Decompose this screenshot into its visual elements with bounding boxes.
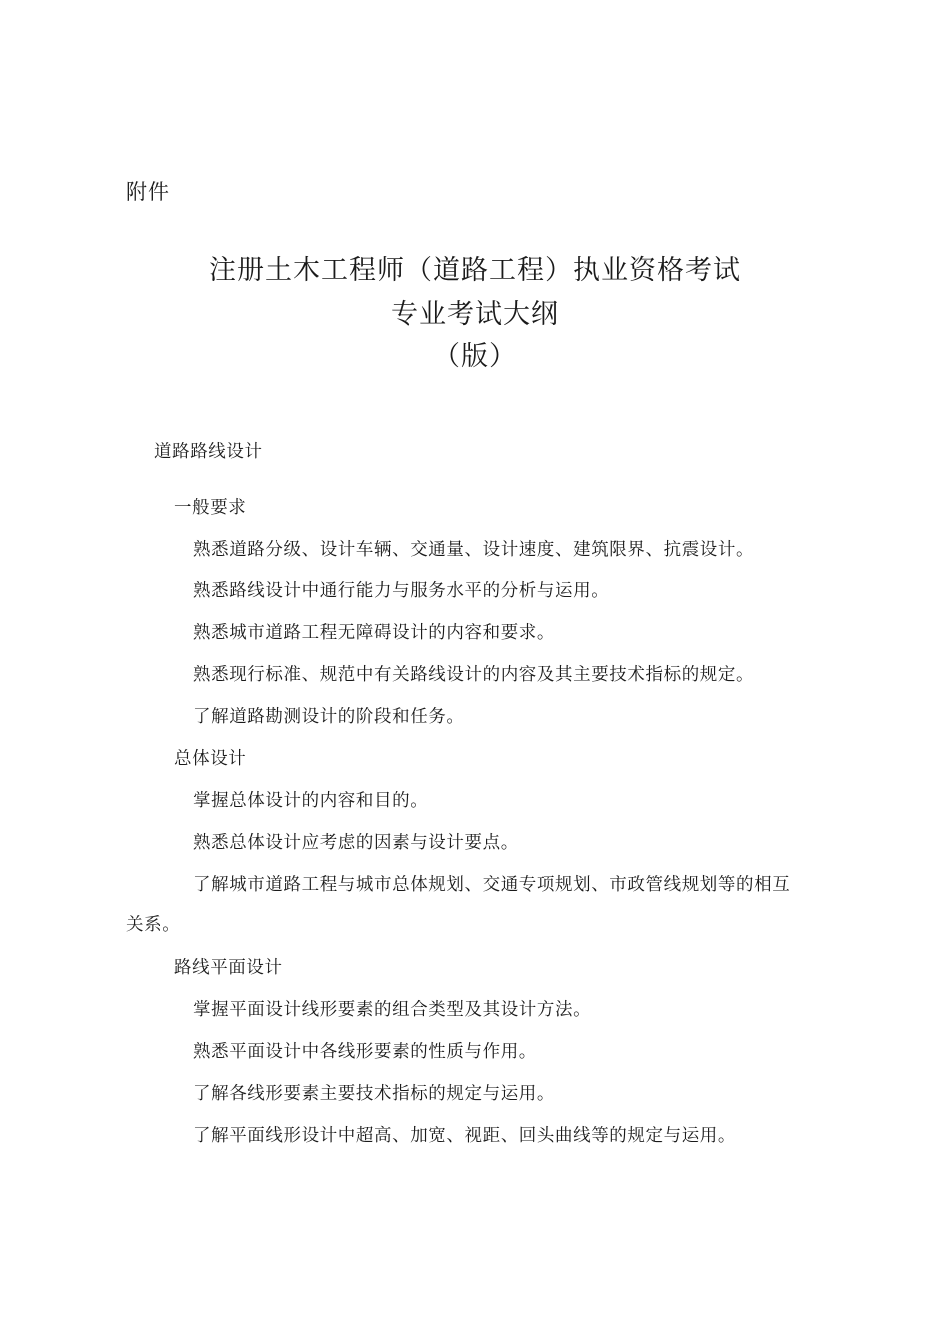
list-item: 熟悉道路分级、设计车辆、交通量、设计速度、建筑限界、抗震设计。: [193, 540, 755, 560]
list-item: 熟悉总体设计应考虑的因素与设计要点。: [193, 833, 519, 853]
list-item: 了解城市道路工程与城市总体规划、交通专项规划、市政管线规划等的相互: [193, 875, 791, 895]
document-title-line-3: （版）: [433, 341, 517, 372]
list-item: 了解道路勘测设计的阶段和任务。: [193, 707, 465, 727]
list-item: 熟悉城市道路工程无障碍设计的内容和要求。: [193, 623, 555, 643]
list-item-continuation: 关系。: [126, 915, 181, 935]
list-item: 了解各线形要素主要技术指标的规定与运用。: [193, 1084, 555, 1104]
list-item: 熟悉平面设计中各线形要素的性质与作用。: [193, 1042, 537, 1062]
document-title-line-1: 注册土木工程师（道路工程）执业资格考试: [209, 255, 741, 286]
section-heading: 道路路线设计: [154, 442, 263, 462]
list-item: 掌握总体设计的内容和目的。: [193, 791, 429, 811]
list-item: 了解平面线形设计中超高、加宽、视距、回头曲线等的规定与运用。: [193, 1126, 736, 1146]
subsection-heading-general: 一般要求: [174, 498, 247, 518]
list-item: 熟悉路线设计中通行能力与服务水平的分析与运用。: [193, 581, 610, 601]
subsection-heading-overall: 总体设计: [174, 749, 247, 769]
document-title-line-2: 专业考试大纲: [391, 299, 559, 330]
list-item: 熟悉现行标准、规范中有关路线设计的内容及其主要技术指标的规定。: [193, 665, 755, 685]
list-item: 掌握平面设计线形要素的组合类型及其设计方法。: [193, 1000, 592, 1020]
attachment-label: 附件: [126, 180, 170, 204]
subsection-heading-plan: 路线平面设计: [174, 958, 283, 978]
